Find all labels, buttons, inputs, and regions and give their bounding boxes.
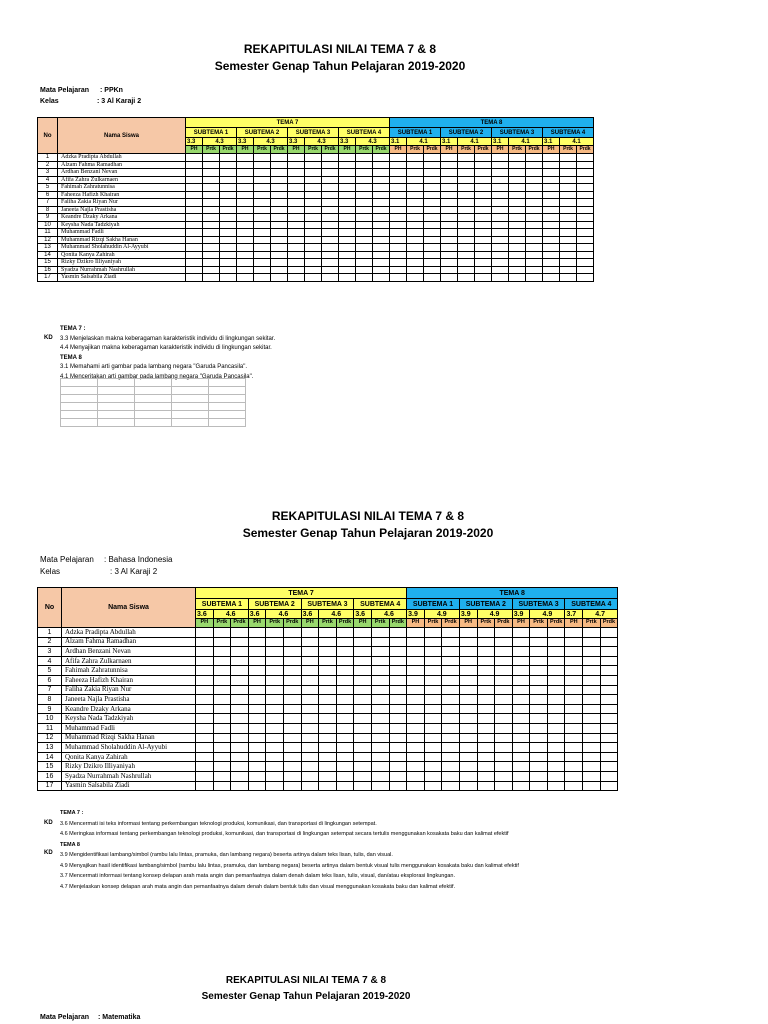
header-ph: PH [339,146,356,154]
row-number: 1 [38,628,62,638]
row-number: 6 [38,191,58,199]
header-kd: 3.6 [248,610,266,619]
header-kd: 3.1 [543,138,560,146]
header-ph: PH [459,619,477,628]
header-subtema: SUBTEMA 1 [196,599,249,610]
kelas-value: : 3 Al Karaji 2 [110,567,158,576]
header-ph: Prtk [560,146,577,154]
kelas-value: : 3 Al Karaji 2 [97,98,142,105]
header-ph: PH [186,146,203,154]
student-name: Adzka Pradipta Abdullah [58,154,186,162]
student-name: Faheeza Hafizh Khairan [58,191,186,199]
header-ph: Prtk [319,619,337,628]
tema8-label: TEMA 8 [60,841,80,848]
row-number: 13 [38,244,58,252]
tema7-label: TEMA 7 : [60,810,84,816]
kelas-label: Kelas [40,567,61,576]
header-kd: 4.6 [266,610,301,619]
student-name: Faliha Zakia Riyan Nur [58,199,186,207]
header-ph: PH [288,146,305,154]
mapel-label: Mata Pelajaran [40,1014,90,1021]
row-number: 17 [38,274,58,282]
student-name: Muhammad Rizqi Sakha Hanan [62,733,196,743]
header-kd: 3.6 [196,610,214,619]
row-number: 13 [38,743,62,753]
header-no: No [38,118,58,154]
student-name: Fahimah Zahratunnisa [62,666,196,676]
header-tema-7: TEMA 7 [196,588,407,599]
header-subtema: SUBTEMA 3 [512,599,565,610]
student-name: Faliha Zakia Riyan Nur [62,685,196,695]
header-subtema: SUBTEMA 4 [543,128,594,138]
row-number: 11 [38,229,58,237]
student-name: Yasmin Salsabila Ziadi [62,781,196,791]
row-number: 16 [38,771,62,781]
header-ph: Prdk [283,619,301,628]
header-kd: 3.6 [301,610,319,619]
student-name: Qonita Kanya Zahirah [62,752,196,762]
row-number: 4 [38,176,58,184]
header-ph: PH [196,619,214,628]
row-number: 7 [38,685,62,695]
header-kd: 3.3 [186,138,203,146]
row-number: 8 [38,695,62,705]
kd-item: 4.9 Menyajikan hasil identifikasi lambang/simbol (rambu lalu lintas, pramuka, dan lambang negara) beserta artinya dalam bentuk visual tulis menggunakan kosakata baku dan kalimat efektif [60,862,519,869]
mapel-value: : Bahasa Indonesia [104,555,173,564]
student-name: Janeeta Najla Prastisha [62,695,196,705]
header-subtema: SUBTEMA 2 [459,599,512,610]
header-subtema: SUBTEMA 3 [301,599,354,610]
header-kd: 4.7 [583,610,618,619]
student-name: Muhammad Fadli [62,723,196,733]
page-title: REKAPITULASI NILAI TEMA 7 & 8 [243,42,437,56]
header-kd: 4.1 [560,138,594,146]
row-number: 10 [38,714,62,724]
header-subtema: SUBTEMA 2 [441,128,492,138]
row-number: 4 [38,656,62,666]
student-name: Keysha Nada Tadzkiyah [62,714,196,724]
header-ph: Prtk [356,146,373,154]
header-kd: 3.9 [512,610,530,619]
kd-item: 3.6 Mencermati isi teks informasi tentang perkembangan teknologi produksi, komunikasi, dan transportasi di lingkungan setempat. [60,820,377,827]
header-ph: Prtk [424,619,442,628]
header-ph: PH [441,146,458,154]
header-kd: 3.9 [459,610,477,619]
student-name: Faheeza Hafizh Khairan [62,675,196,685]
header-ph: Prtk [477,619,495,628]
row-number: 9 [38,214,58,222]
header-ph: Prtk [509,146,526,154]
tema8-label: TEMA 8 [60,354,82,361]
header-ph: Prtk [305,146,322,154]
student-name: Afifa Zahra Zulkarnaen [62,656,196,666]
row-number: 12 [38,236,58,244]
kd-label: KD [44,820,53,826]
kd-item: 3.9 Mengidentifikasi lambang/simbol (rambu lalu lintas, pramuka, dan lambang negara) beserta artinya dalam teks lisan, tulis, dan visual. [60,852,393,858]
header-ph: Prdk [336,619,354,628]
row-number: 17 [38,781,62,791]
header-ph: Prdk [220,146,237,154]
student-name: Muhammad Fadli [58,229,186,237]
student-name: Qonita Kanya Zahirah [58,251,186,259]
student-name: Rizky Dzikro Illiyaniyah [58,259,186,267]
header-kd: 4.9 [424,610,459,619]
row-number: 11 [38,723,62,733]
header-subtema: SUBTEMA 2 [248,599,301,610]
row-number: 3 [38,647,62,657]
header-ph: PH [301,619,319,628]
student-name: Ardhan Benzani Nevan [62,647,196,657]
header-subtema: SUBTEMA 3 [492,128,543,138]
row-number: 10 [38,221,58,229]
header-kd: 3.1 [441,138,458,146]
header-ph: Prdk [322,146,339,154]
student-name: Muhammad Sholahuddin Al-Ayyubi [58,244,186,252]
header-kd: 4.9 [530,610,565,619]
header-ph: Prdk [442,619,460,628]
header-kd: 4.1 [458,138,492,146]
kd-item: 4.7 Menjelaskan konsep delapan arah mata angin dan pemanfaatnya dalam denah dalam bentuk tulis dan visual menggunakan kosakata baku dan kalimat efektif. [60,883,456,890]
row-number: 1 [38,154,58,162]
header-ph: Prdk [389,619,407,628]
row-number: 6 [38,675,62,685]
page-subtitle: Semester Genap Tahun Pelajaran 2019-2020 [242,526,494,540]
header-kd: 3.9 [407,610,425,619]
student-name: Alzam Fahma Ramadhan [58,161,186,169]
header-kd: 3.1 [492,138,509,146]
header-tema-7: TEMA 7 [186,118,390,128]
header-ph: Prdk [231,619,249,628]
header-kd: 3.3 [288,138,305,146]
row-number: 5 [38,184,58,192]
kd-label: KD [44,335,53,341]
student-name: Keysha Nada Tadzkiyah [58,221,186,229]
student-name: Muhammad Rizqi Sakha Hanan [58,236,186,244]
header-subtema: SUBTEMA 4 [339,128,390,138]
kd-item: 3.3 Menjelaskan makna keberagaman karakteristik individu di lingkungan sekitar. [60,335,276,342]
row-number: 15 [38,259,58,267]
header-kd: 4.1 [407,138,441,146]
header-kd: 3.3 [339,138,356,146]
student-name: Rizky Dzikro Illiyaniyah [62,762,196,772]
header-ph: PH [354,619,372,628]
student-name: Janeeta Najla Prastisha [58,206,186,214]
header-ph: Prdk [373,146,390,154]
row-number: 5 [38,666,62,676]
row-number: 8 [38,206,58,214]
header-ph: PH [407,619,425,628]
header-ph: Prtk [407,146,424,154]
page-title: REKAPITULASI NILAI TEMA 7 & 8 [225,975,387,986]
student-name: Afifa Zahra Zulkarnaen [58,176,186,184]
student-name: Alzam Fahma Ramadhan [62,637,196,647]
kd-item: 4.4 Menyajikan makna keberagaman karakteristik individu di lingkungan sekitar. [60,345,272,351]
row-number: 9 [38,704,62,714]
header-ph: Prtk [530,619,548,628]
row-number: 2 [38,161,58,169]
header-ph: Prtk [371,619,389,628]
header-ph: Prdk [547,619,565,628]
header-kd: 4.6 [371,610,406,619]
header-kd: 3.3 [237,138,254,146]
header-ph: Prdk [424,146,441,154]
header-ph: Prdk [475,146,492,154]
row-number: 14 [38,251,58,259]
header-kd: 4.3 [356,138,390,146]
mapel-value: : Matematika [98,1014,141,1021]
header-subtema: SUBTEMA 4 [565,599,618,610]
header-ph: PH [543,146,560,154]
header-kd: 4.3 [254,138,288,146]
row-number: 12 [38,733,62,743]
row-number: 7 [38,199,58,207]
header-kd: 4.3 [305,138,339,146]
page-subtitle: Semester Genap Tahun Pelajaran 2019-2020 [214,59,466,73]
kd-item: 4.6 Meringkas informasi tentang perkembangan teknologi produksi, komunikasi, dan transportasi di lingkungan setempat secara tertulis menggunakan kosakata baku dan kalimat efektif [60,831,509,837]
page-subtitle: Semester Genap Tahun Pelajaran 2019-2020 [201,991,411,1002]
header-subtema: SUBTEMA 1 [407,599,460,610]
header-ph: Prdk [526,146,543,154]
header-ph: Prtk [213,619,231,628]
header-ph: Prdk [577,146,594,154]
student-name: Syadza Nurrahmah Nashrullah [58,266,186,274]
kd-item: 3.7 Mencermati informasi tentang konsep delapan arah mata angin dan pemanfaatnya dalam denah dalam teks lisan, tulis, visual, dan/atau eksplorasi lingkungan. [60,873,456,879]
header-nama-siswa: Nama Siswa [62,588,196,628]
row-number: 3 [38,169,58,177]
header-ph: PH [512,619,530,628]
student-name: Ardhan Benzani Nevan [58,169,186,177]
mapel-label: Mata Pelajaran [40,87,90,94]
student-name: Keandre Dzaky Arkana [62,704,196,714]
header-ph: PH [492,146,509,154]
header-ph: Prdk [495,619,513,628]
header-ph: Prtk [583,619,601,628]
header-subtema: SUBTEMA 4 [354,599,407,610]
header-kd: 4.1 [509,138,543,146]
row-number: 14 [38,752,62,762]
row-number: 15 [38,762,62,772]
student-name: Keandre Dzaky Arkana [58,214,186,222]
kd-item: 4.1 Menceritakan arti gambar pada lambang negara "Garuda Pancasila". [60,373,254,380]
header-kd: 4.3 [203,138,237,146]
header-ph: Prdk [271,146,288,154]
header-ph: Prtk [266,619,284,628]
header-subtema: SUBTEMA 1 [186,128,237,138]
header-kd: 3.1 [390,138,407,146]
header-kd: 4.6 [213,610,248,619]
header-ph: PH [390,146,407,154]
header-no: No [38,588,62,628]
header-ph: PH [565,619,583,628]
header-tema-8: TEMA 8 [390,118,594,128]
kelas-label: Kelas [40,98,59,105]
header-subtema: SUBTEMA 3 [288,128,339,138]
tema7-label: TEMA 7 : [60,326,86,332]
header-kd: 3.6 [354,610,372,619]
header-ph: Prtk [203,146,220,154]
header-ph: Prtk [458,146,475,154]
kd-label-2: KD [44,850,53,856]
header-kd: 4.9 [477,610,512,619]
header-ph: Prdk [600,619,618,628]
header-subtema: SUBTEMA 1 [390,128,441,138]
mapel-value: : PPKn [100,87,123,94]
row-number: 2 [38,637,62,647]
mapel-label: Mata Pelajaran [40,555,94,564]
kd-item: 3.1 Memahami arti gambar pada lambang negara "Garuda Pancasila". [60,364,248,370]
student-name: Fahimah Zahratunnisa [58,184,186,192]
header-ph: Prtk [254,146,271,154]
student-name: Yasmin Salsabila Ziadi [58,274,186,282]
header-tema-8: TEMA 8 [407,588,618,599]
header-kd: 3.7 [565,610,583,619]
header-ph: PH [248,619,266,628]
header-subtema: SUBTEMA 2 [237,128,288,138]
student-name: Adzka Pradipta Abdullah [62,628,196,638]
row-number: 16 [38,266,58,274]
header-nama-siswa: Nama Siswa [58,118,186,154]
student-name: Syadza Nurrahmah Nashrullah [62,771,196,781]
student-name: Muhammad Sholahuddin Al-Ayyubi [62,743,196,753]
header-kd: 4.6 [319,610,354,619]
header-ph: PH [237,146,254,154]
page-title: REKAPITULASI NILAI TEMA 7 & 8 [271,509,465,523]
